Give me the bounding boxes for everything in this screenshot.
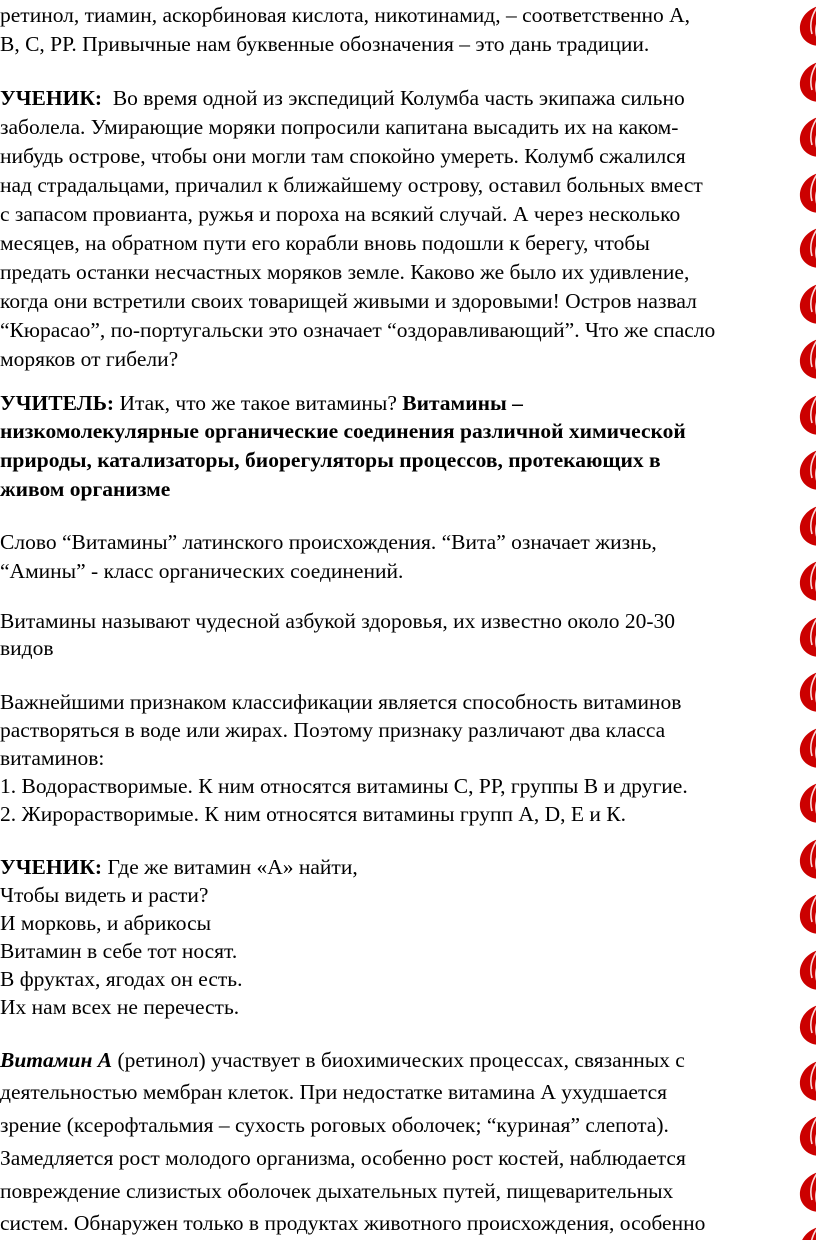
red-leaf-icon [796,282,816,326]
text-line: моряков от гибели? [0,347,179,371]
red-leaf-icon [796,504,816,548]
red-leaf-icon [796,4,816,48]
red-leaf-icon [796,171,816,215]
poem-line: И морковь, и абрикосы [0,911,212,935]
speaker-label: УЧЕНИК: [0,855,103,879]
speaker-label: УЧИТЕЛЬ: [0,391,115,415]
red-leaf-icon [796,1059,816,1103]
text-line: деятельностью мембран клеток. При недостатке витамина А ухудшается [0,1080,668,1104]
text-line: зрение (ксерофтальмия – сухость роговых оболочек; “куриная” слепота). [0,1113,669,1137]
text-line [0,84,685,112]
text-line: Важнейшими признаком классификации является способность витаминов [0,690,682,714]
text-line: Замедляется рост молодого организма, особенно рост костей, наблюдается [0,1146,686,1170]
text-line [0,389,523,417]
text-span: (ретинол) участвует в биохимических процессах, связанных с [112,1048,685,1072]
text-line: Слово “Витамины” латинского происхождения. “Вита” означает жизнь, [0,530,657,554]
text-span: Во время одной из экспедиций Колумба часть экипажа сильно [102,86,685,110]
text-line: нибудь острове, чтобы они могли там спокойно умереть. Колумб сжалился [0,144,686,168]
text-line: ретинол, тиамин, аскорбиновая кислота, никотинамид, – соответственно А, [0,3,691,27]
text-line: над страдальцами, причалил к ближайшему острову, оставил больных вмест [0,173,703,197]
text-span: Итак, что же такое витамины? [114,391,403,415]
text-line: месяцев, на обратном пути его корабли вновь подошли к берегу, чтобы [0,231,650,255]
text-line [0,1045,685,1075]
red-leaf-icon [796,1170,816,1214]
poem-line: Витамин в себе тот носят. [0,939,238,963]
red-leaf-icon [796,1225,816,1240]
red-leaf-icon [796,892,816,936]
text-span: Где же витамин «А» найти, [102,855,358,879]
red-leaf-icon [796,448,816,492]
red-leaf-icon [796,726,816,770]
text-line: растворяться в воде или жирах. Поэтому признаку различают два класса [0,718,666,742]
red-leaf-icon [796,1003,816,1047]
text-line: “Кюрасао”, по-португальски это означает “оздоравливающий”. Что же спасло [0,318,716,342]
text-line: с запасом провианта, ружья и пороха на всякий случай. А через несколько [0,202,681,226]
text-line: повреждение слизистых оболочек дыхательных путей, пищеварительных [0,1179,674,1203]
list-item: 1. Водорастворимые. К ним относятся витамины С, РР, группы В и другие. [0,774,688,798]
red-leaf-icon [796,615,816,659]
text-line: когда они встретили своих товарищей живыми и здоровыми! Остров назвал [0,289,697,313]
red-leaf-icon [796,337,816,381]
red-leaf-icon [796,1114,816,1158]
poem-line: В фруктах, ягодах он есть. [0,967,243,991]
red-leaf-icon [796,948,816,992]
red-leaf-icon [796,781,816,825]
text-line: видов [0,636,54,660]
red-leaf-icon [796,670,816,714]
vitamin-term: Витамин А [0,1048,113,1072]
poem-line [0,853,358,881]
definition-line: низкомолекулярные органические соединения различной химической [0,419,686,443]
text-line: заболела. Умирающие моряки попросили капитана высадить их на каком- [0,115,679,139]
text-line: В, С, РР. Привычные нам буквенные обозначения – это дань традиции. [0,32,650,56]
red-leaf-icon [796,115,816,159]
text-line: “Амины” - класс органических соединений. [0,559,404,583]
text-line: систем. Обнаружен только в продуктах животного происхождения, особенно [0,1211,706,1235]
red-leaf-icon [796,559,816,603]
speaker-label: УЧЕНИК: [0,86,103,110]
text-line: Витамины называют чудесной азбукой здоровья, их известно около 20-30 [0,609,676,633]
text-line: витаминов: [0,746,105,770]
list-item: 2. Жирорастворимые. К ним относятся витамины групп А, D, Е и К. [0,802,626,826]
red-leaf-icon [796,226,816,270]
definition-line: природы, катализаторы, биорегуляторы процессов, протекающих в [0,448,661,472]
text-line: предать останки несчастных моряков земле. Каково же было их удивление, [0,260,690,284]
definition-start: Витамины – [402,391,523,415]
red-leaf-icon [796,837,816,881]
poem-line: Их нам всех не перечесть. [0,995,240,1019]
red-leaf-icon [796,60,816,104]
poem-line: Чтобы видеть и расти? [0,883,209,907]
margin-decoration [780,0,816,1240]
red-leaf-icon [796,393,816,437]
definition-line: живом организме [0,477,171,501]
